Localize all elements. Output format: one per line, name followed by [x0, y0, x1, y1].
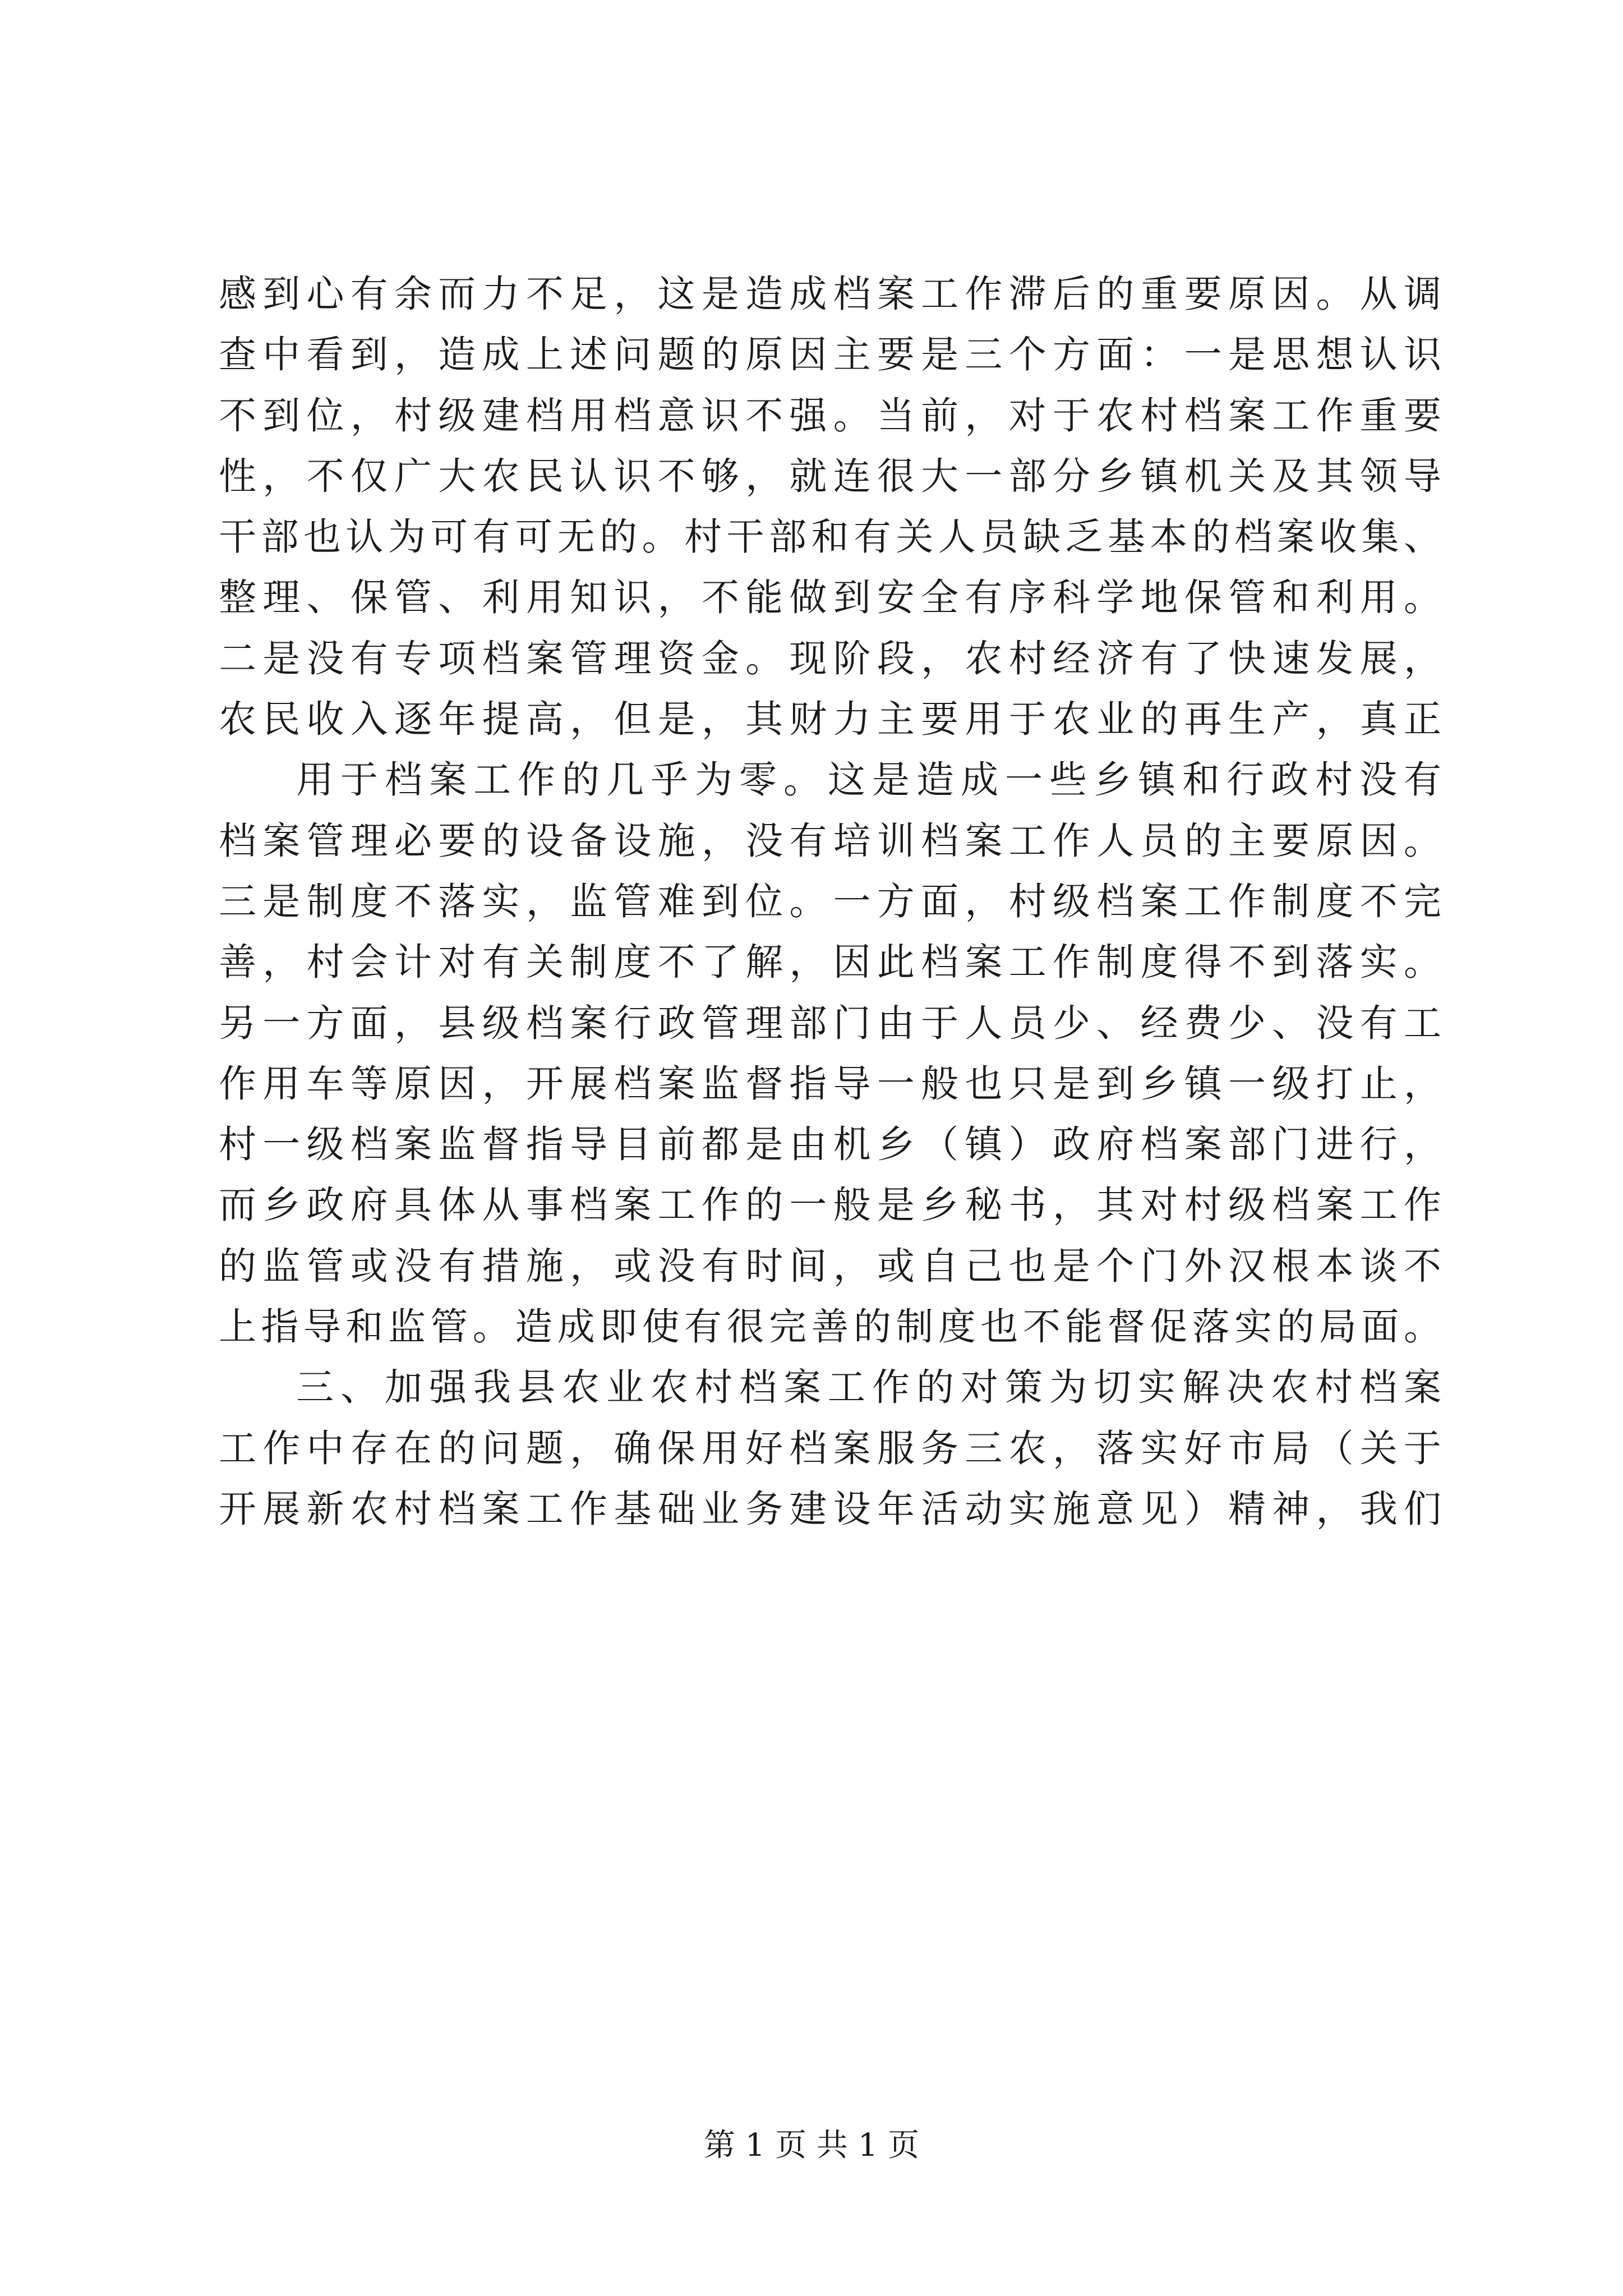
- text-line: 二是没有专项档案管理资金。现阶段，农村经济有了快速发展，: [219, 636, 1441, 680]
- text-line: 用于档案工作的几乎为零。这是造成一些乡镇和行政村没有: [296, 758, 1441, 802]
- text-line: 而乡政府具体从事档案工作的一般是乡秘书，其对村级档案工作: [219, 1183, 1441, 1227]
- text-line: 干部也认为可有可无的。村干部和有关人员缺乏基本的档案收集、: [219, 515, 1441, 559]
- text-line: 档案管理必要的设备设施，没有培训档案工作人员的主要原因。: [219, 818, 1441, 863]
- text-line: 另一方面，县级档案行政管理部门由于人员少、经费少、没有工: [219, 1001, 1441, 1045]
- page-number-footer: 第 1 页 共 1 页: [703, 2127, 920, 2164]
- text-line: 的监管或没有措施，或没有时间，或自己也是个门外汉根本谈不: [219, 1244, 1441, 1288]
- text-line: 查中看到，造成上述问题的原因主要是三个方面：一是思想认识: [219, 333, 1441, 377]
- text-line: 善，村会计对有关制度不了解，因此档案工作制度得不到落实。: [219, 940, 1441, 984]
- text-line: 开展新农村档案工作基础业务建设年活动实施意见）精神，我们: [219, 1487, 1441, 1531]
- text-line: 性，不仅广大农民认识不够，就连很大一部分乡镇机关及其领导: [219, 454, 1441, 498]
- text-line: 三、加强我县农业农村档案工作的对策为切实解决农村档案: [296, 1365, 1441, 1410]
- text-line: 感到心有余而力不足，这是造成档案工作滞后的重要原因。从调: [219, 272, 1441, 316]
- text-line: 整理、保管、利用知识，不能做到安全有序科学地保管和利用。: [219, 576, 1441, 620]
- text-line: 不到位，村级建档用档意识不强。当前，对于农村档案工作重要: [219, 393, 1441, 438]
- text-line: 农民收入逐年提高，但是，其财力主要用于农业的再生产，真正: [219, 697, 1441, 742]
- text-line: 工作中存在的问题，确保用好档案服务三农，落实好市局（关于: [219, 1426, 1441, 1470]
- text-line: 作用车等原因，开展档案监督指导一般也只是到乡镇一级打止，: [219, 1061, 1441, 1106]
- text-line: 村一级档案监督指导目前都是由机乡（镇）政府档案部门进行，: [219, 1122, 1441, 1167]
- text-line: 上指导和监管。造成即使有很完善的制度也不能督促落实的局面。: [219, 1305, 1441, 1349]
- text-line: 三是制度不落实，监管难到位。一方面，村级档案工作制度不完: [219, 879, 1441, 923]
- body-text: [219, 264, 1441, 1539]
